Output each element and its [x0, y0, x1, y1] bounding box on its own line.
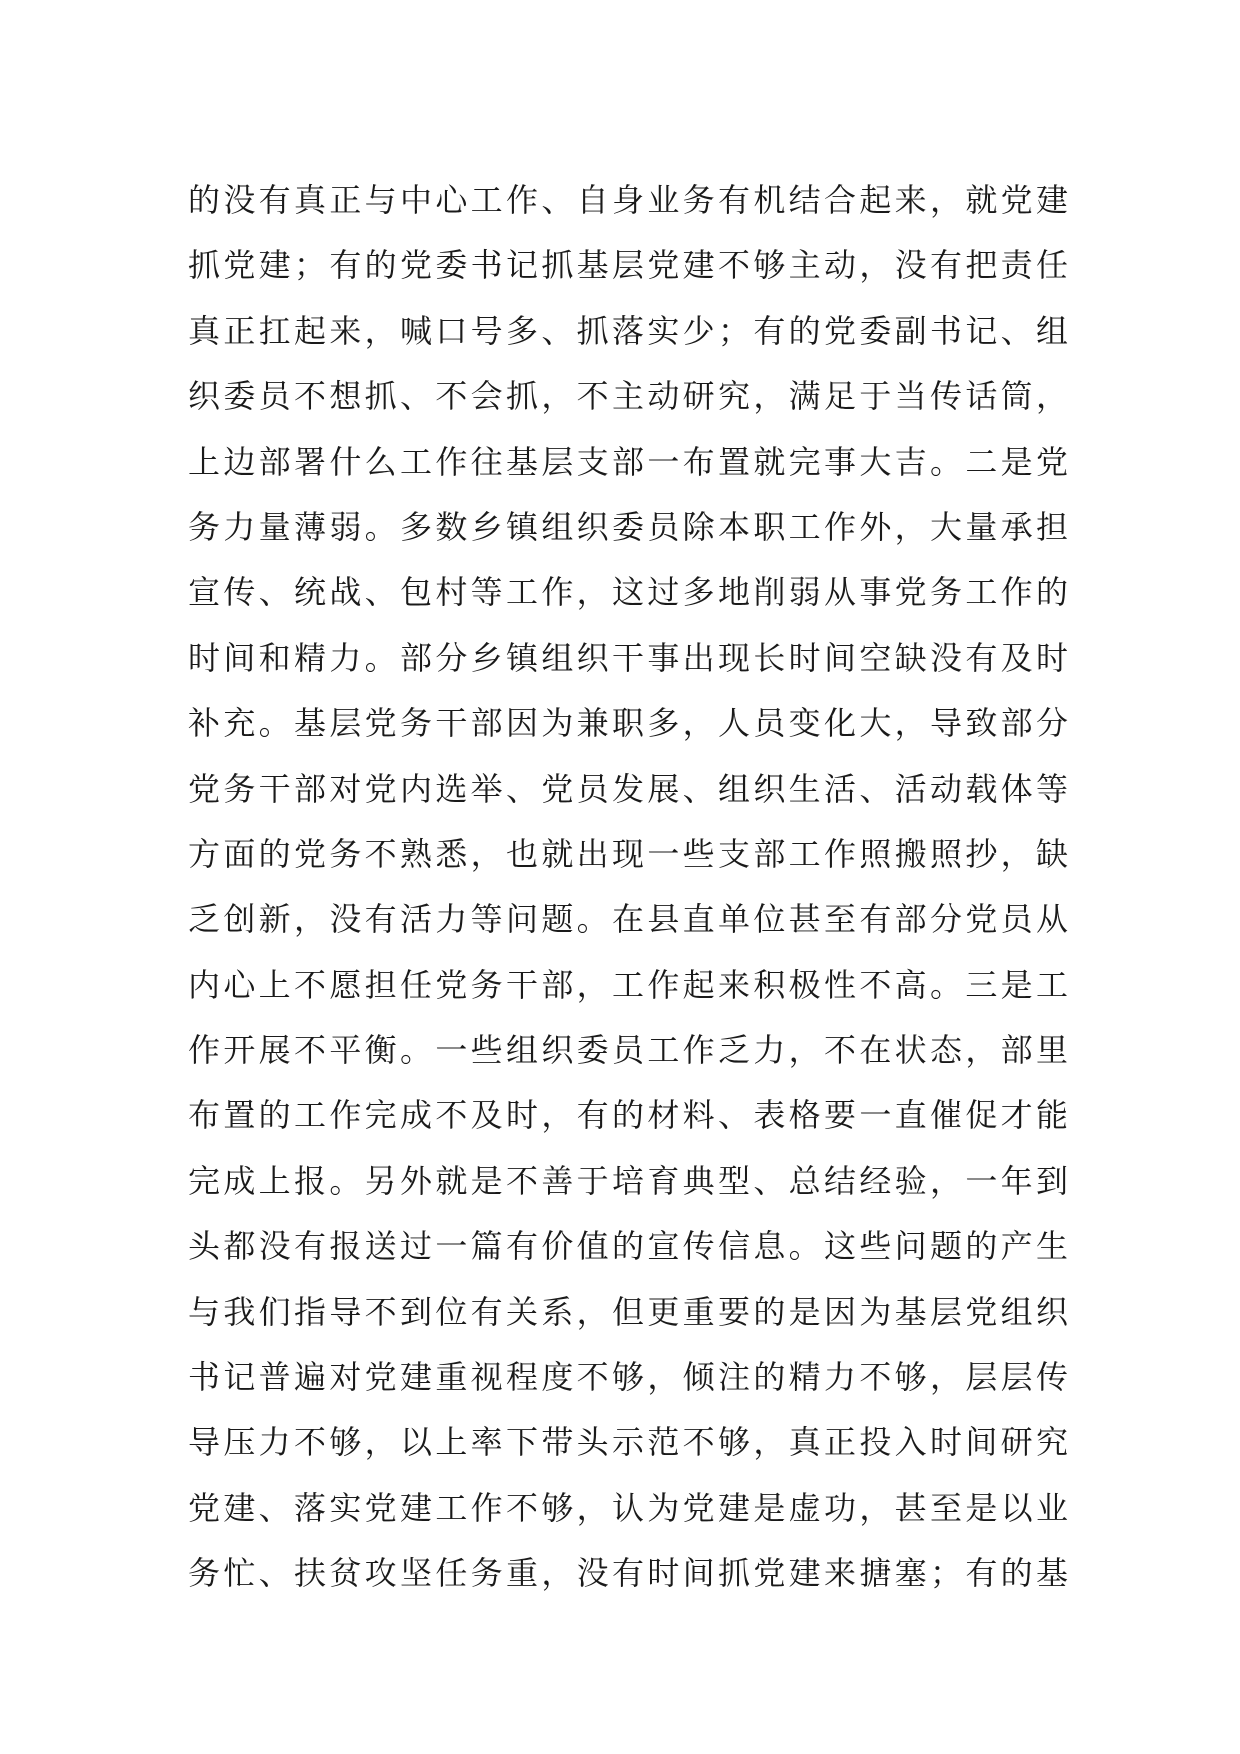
- text-line: 头都没有报送过一篇有价值的宣传信息。这些问题的产生: [188, 1227, 1068, 1266]
- text-line: 党务干部对党内选举、党员发展、组织生活、活动载体等: [188, 769, 1068, 808]
- text-line: 与我们指导不到位有关系，但更重要的是因为基层党组织: [188, 1292, 1068, 1331]
- text-line: 的没有真正与中心工作、自身业务有机结合起来，就党建: [188, 181, 1068, 219]
- text-line: 内心上不愿担任党务干部，工作起来积极性不高。三是工: [188, 965, 1068, 1004]
- text-line: 时间和精力。部分乡镇组织干事出现长时间空缺没有及时: [188, 638, 1068, 677]
- text-line: 织委员不想抓、不会抓，不主动研究，满足于当传话筒，: [188, 377, 1068, 416]
- text-line: 党建、落实党建工作不够，认为党建是虚功，甚至是以业: [188, 1488, 1068, 1527]
- text-line: 完成上报。另外就是不善于培育典型、总结经验，一年到: [188, 1161, 1068, 1200]
- text-line: 方面的党务不熟悉，也就出现一些支部工作照搬照抄，缺: [188, 834, 1068, 873]
- text-line: 务力量薄弱。多数乡镇组织委员除本职工作外，大量承担: [188, 507, 1068, 546]
- text-line: 作开展不平衡。一些组织委员工作乏力，不在状态，部里: [188, 1031, 1068, 1070]
- text-line: 补充。基层党务干部因为兼职多，人员变化大，导致部分: [188, 704, 1068, 743]
- text-line: 布置的工作完成不及时，有的材料、表格要一直催促才能: [188, 1096, 1068, 1135]
- text-line: 上边部署什么工作往基层支部一布置就完事大吉。二是党: [188, 442, 1068, 481]
- text-line: 乏创新，没有活力等问题。在县直单位甚至有部分党员从: [188, 900, 1068, 939]
- text-line: 宣传、统战、包村等工作，这过多地削弱从事党务工作的: [188, 573, 1068, 612]
- text-line: 真正扛起来，喊口号多、抓落实少；有的党委副书记、组: [188, 311, 1068, 350]
- text-line: 务忙、扶贫攻坚任务重，没有时间抓党建来搪塞；有的基: [188, 1554, 1068, 1593]
- text-line: 书记普遍对党建重视程度不够，倾注的精力不够，层层传: [188, 1358, 1068, 1397]
- text-line: 抓党建；有的党委书记抓基层党建不够主动，没有把责任: [188, 246, 1068, 285]
- text-line: 导压力不够，以上率下带头示范不够，真正投入时间研究: [188, 1423, 1068, 1462]
- body-paragraph: [188, 168, 1068, 1607]
